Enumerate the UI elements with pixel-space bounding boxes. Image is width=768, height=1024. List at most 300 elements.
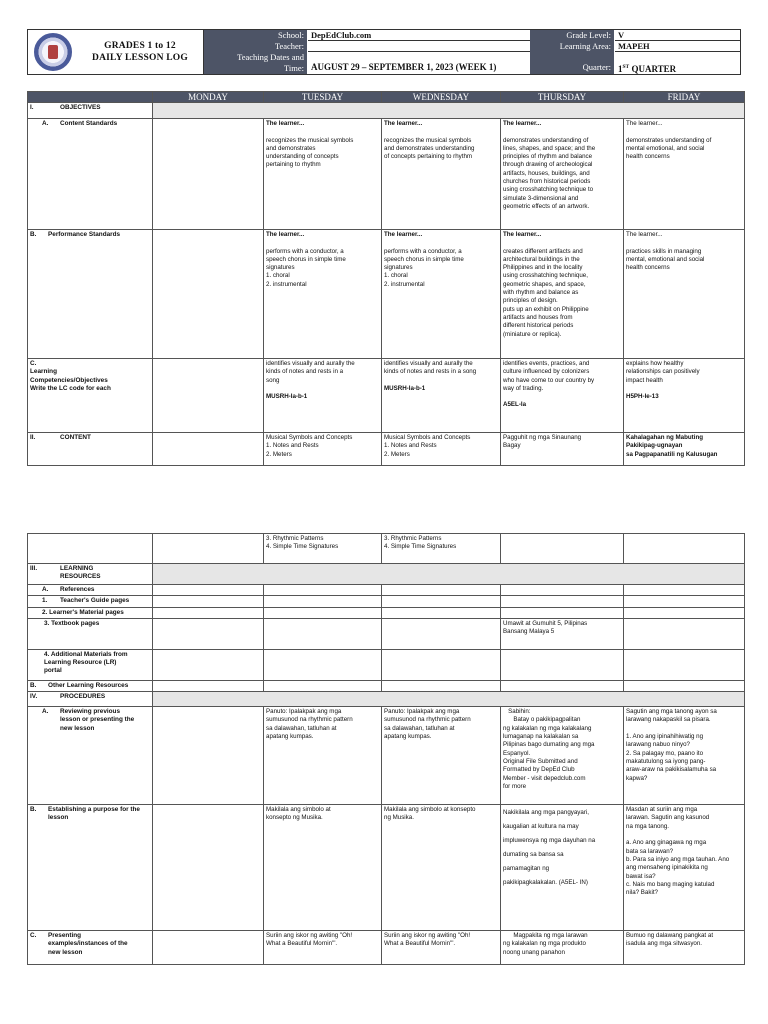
content-standards-thursday-line: using crosshatching technique to <box>503 186 594 194</box>
performance-standards-wednesday-line: 2. instrumental <box>384 280 425 288</box>
presenting-text <box>48 932 128 957</box>
days-header-row <box>28 92 745 103</box>
additional-materials-row <box>28 649 745 680</box>
learners-material-monday <box>153 607 264 618</box>
content-standards-friday-line: The learner... <box>626 120 663 127</box>
day-monday: MONDAY <box>153 92 264 103</box>
school-label: School: <box>204 30 307 41</box>
continued-wednesday-line: 3. Rhythmic Patterns <box>384 535 442 542</box>
reviewing-friday-line: kapwa? <box>626 774 648 782</box>
performance-standards-text: Performance Standards <box>48 231 121 238</box>
label-line: Reviewing previous <box>60 708 121 716</box>
performance-standards-tuesday-line: signatures <box>266 264 295 272</box>
page-1 <box>0 0 768 475</box>
content-tuesday <box>264 433 382 466</box>
additional-thursday <box>501 649 624 680</box>
establishing-tuesday <box>264 805 382 931</box>
performance-standards-thursday-line: different historical periods <box>503 322 574 330</box>
area-value: MAPEH <box>615 41 740 52</box>
objectives-num: I. <box>30 104 34 111</box>
reviewing-thursday-line: for more <box>503 782 527 790</box>
quarter-value <box>615 60 740 74</box>
reviewing-friday-line: makatutulong sa iyong pang- <box>626 757 706 765</box>
label-line: new lesson <box>48 948 83 956</box>
content-standards-friday-line <box>626 128 742 136</box>
procedures-span <box>153 692 745 707</box>
additional-wednesday <box>382 649 501 680</box>
content-standards-friday-line: health concerns <box>626 153 670 161</box>
competencies-num: C. <box>30 360 37 367</box>
dll-table-page-1 <box>27 91 745 466</box>
procedures-text: PROCEDURES <box>60 693 106 701</box>
reviewing-thursday <box>501 707 624 805</box>
content-tuesday-line: 1. Notes and Rests <box>266 442 319 450</box>
competencies-tuesday <box>264 359 382 433</box>
performance-standards-friday <box>624 230 745 359</box>
performance-standards-monday <box>153 230 264 359</box>
content-standards-thursday-line <box>503 128 621 136</box>
establishing-wednesday-line: ng Musika. <box>384 814 414 822</box>
objectives-text: OBJECTIVES <box>60 104 101 111</box>
reviewing-friday-line: 1. Ano ang ipinahihiwatig ng <box>626 733 704 741</box>
competencies-thursday-line: A5EL-Ia <box>503 401 527 409</box>
reviewing-thursday-line: ng kalakalan ng mga kalakalang <box>503 724 592 732</box>
competencies-wednesday-line: identifies visually and aurally the <box>384 360 473 367</box>
presenting-friday-line: Bumuo ng dalawang pangkat at <box>626 932 714 940</box>
references-num: A. <box>42 586 49 593</box>
dates-label-line-1: Teaching Dates and <box>237 52 304 62</box>
textbook-label <box>28 618 153 649</box>
reviewing-friday-line: araw-araw na pakikisalamuha sa <box>626 766 717 774</box>
procedures-row <box>28 692 745 707</box>
dates-label <box>204 52 307 74</box>
content-standards-thursday-line: churches from historical periods <box>503 178 591 186</box>
content-standards-tuesday-line: The learner... <box>266 120 305 127</box>
references-thursday <box>501 585 624 596</box>
continued-tuesday <box>264 534 382 564</box>
performance-standards-num: B. <box>30 231 37 238</box>
performance-standards-wednesday-line: speech chorus in simple time <box>384 255 464 263</box>
content-standards-text: Content Standards <box>60 120 118 127</box>
content-standards-tuesday-line: pertaining to rhythm <box>266 161 321 169</box>
performance-standards-thursday-line: using crosshatching technique, <box>503 272 588 280</box>
references-row <box>28 585 745 596</box>
content-row <box>28 433 745 466</box>
establishing-friday-line: na mga tanong. <box>626 822 670 830</box>
continued-wednesday <box>382 534 501 564</box>
other-tuesday <box>264 680 382 691</box>
competencies-friday-line: relationships can positively <box>626 368 700 376</box>
performance-standards-tuesday <box>264 230 382 359</box>
additional-friday <box>624 649 745 680</box>
content-friday-line: Kahalagahan ng Mabuting <box>626 434 704 441</box>
content-monday <box>153 433 264 466</box>
textbook-monday <box>153 618 264 649</box>
content-friday <box>624 433 745 466</box>
performance-standards-label <box>28 230 153 359</box>
competencies-thursday-line: way of trading. <box>503 384 544 392</box>
grade-value: V <box>615 30 740 41</box>
competencies-wednesday <box>382 359 501 433</box>
learners-material-tuesday <box>264 607 382 618</box>
competencies-wednesday-line: MUSRH-Ia-b-1 <box>384 384 426 392</box>
performance-standards-wednesday-line: The learner... <box>384 231 423 238</box>
reviewing-wednesday-line: sumusunod na rhythmic pattern <box>384 716 471 724</box>
content-standards-thursday-line: The learner... <box>503 120 542 127</box>
competencies-thursday-line: identifies events, practices, and <box>503 360 590 367</box>
learners-material-thursday <box>501 607 624 618</box>
other-monday <box>153 680 264 691</box>
content-standards-thursday-line: geometric effects of an artwork. <box>503 202 590 210</box>
content-standards-monday <box>153 119 264 230</box>
content-standards-row <box>28 119 745 230</box>
content-standards-tuesday-line <box>266 128 379 136</box>
reviewing-wednesday <box>382 707 501 805</box>
establishing-tuesday-line: Makilala ang simbolo at <box>266 806 331 814</box>
competencies-row <box>28 359 745 433</box>
reviewing-friday-line: larawang nakapaskil sa pisara. <box>626 716 711 724</box>
label-line: lesson or presenting the <box>60 716 135 724</box>
label-line: lesson <box>48 814 69 822</box>
performance-standards-wednesday-line: performs with a conductor, a <box>384 247 462 255</box>
competencies-friday-line: H5PH-Ie-13 <box>626 393 659 401</box>
teachers-guide-wednesday <box>382 596 501 607</box>
performance-standards-thursday-line: creates different artifacts and <box>503 247 583 255</box>
competencies-friday <box>624 359 745 433</box>
teachers-guide-thursday <box>501 596 624 607</box>
continued-wednesday-line: 4. Simple Time Signatures <box>384 543 457 551</box>
objectives-span <box>153 103 745 119</box>
presenting-tuesday-line: Suriin ang iskor ng awiting "Oh! <box>266 932 353 940</box>
learning-resources-row <box>28 564 745 585</box>
label-line: Presenting <box>48 932 82 940</box>
performance-standards-tuesday-line: 1. choral <box>266 272 290 280</box>
presenting-num: C. <box>30 932 37 940</box>
performance-standards-friday-line: health concerns <box>626 264 670 272</box>
competencies-tuesday-line: kinds of notes and rests in a <box>266 368 344 376</box>
reviewing-tuesday-line: Panuto: Ipalakpak ang mga <box>266 708 342 716</box>
performance-standards-thursday-line: artifacts and houses from <box>503 313 573 321</box>
reviewing-thursday-line: Pilipinas bago dumating ang mga <box>503 741 595 749</box>
continued-monday <box>153 534 264 564</box>
establishing-friday-line: a. Ano ang ginagawa ng mga <box>626 839 707 847</box>
title-box <box>28 30 204 74</box>
presenting-wednesday-line: What a Beautiful Mornin'". <box>384 940 456 948</box>
competencies-thursday <box>501 359 624 433</box>
presenting-row <box>28 931 745 965</box>
textbook-text: 3. Textbook pages <box>44 619 100 627</box>
blank-header <box>28 92 153 103</box>
teachers-guide-friday <box>624 596 745 607</box>
competencies-friday-line: explains how healthy <box>626 360 684 367</box>
establishing-thursday-line: pakikipagkalakalan. (A5EL- IN) <box>503 879 588 887</box>
presenting-thursday-line: Magpakita ng mga larawan <box>503 932 588 940</box>
performance-standards-thursday-line: Philippines and in the locality <box>503 264 583 272</box>
performance-standards-thursday-line: principles of design. <box>503 297 558 305</box>
quarter-suffix: ST <box>622 64 630 70</box>
reviewing-friday <box>624 707 745 805</box>
competencies-label <box>28 359 153 433</box>
reviewing-friday-line: 2. Sa palagay mo, paano ito <box>626 749 704 757</box>
establishing-text <box>48 806 140 823</box>
learners-material-row <box>28 607 745 618</box>
competencies-thursday-line: culture influenced by colonizers <box>503 368 590 376</box>
content-standards-thursday-line: simulate 3-dimensional and <box>503 194 579 202</box>
content-standards-tuesday-line: recognizes the musical symbols <box>266 136 354 144</box>
content-standards-wednesday-line <box>384 128 498 136</box>
performance-standards-wednesday-line: signatures <box>384 264 413 272</box>
other-wednesday <box>382 680 501 691</box>
content-standards-friday <box>624 119 745 230</box>
additional-monday <box>153 649 264 680</box>
teachers-guide-label <box>28 596 153 607</box>
label-line: Learning Resource (LR) <box>44 659 117 667</box>
quarter-word: QUARTER <box>631 64 677 74</box>
learners-material-wednesday <box>382 607 501 618</box>
establishing-tuesday-line: konsepto ng Musika. <box>266 814 323 822</box>
continued-friday <box>624 534 745 564</box>
performance-standards-friday-line: The learner... <box>626 231 663 238</box>
teachers-guide-tuesday <box>264 596 382 607</box>
establishing-monday <box>153 805 264 931</box>
label-line: portal <box>44 667 62 675</box>
establishing-num: B. <box>30 806 37 814</box>
reviewing-num: A. <box>42 708 49 716</box>
content-standards-thursday-line: through drawing of archeological <box>503 161 593 169</box>
presenting-friday-line: isadula ang mga sitwasyon. <box>626 940 703 948</box>
content-thursday <box>501 433 624 466</box>
other-thursday <box>501 680 624 691</box>
content-text: CONTENT <box>60 434 91 441</box>
presenting-wednesday-line: Suriin ang iskor ng awiting "Oh! <box>384 932 471 940</box>
references-monday <box>153 585 264 596</box>
dates-label-line-2: Time: <box>283 63 304 73</box>
content-wednesday-line: 2. Meters <box>384 450 410 458</box>
procedures-label <box>28 692 153 707</box>
reviewing-friday-line: Sagutin ang mga tanong ayon sa <box>626 708 717 716</box>
competencies-thursday-line <box>503 393 621 401</box>
competencies-monday <box>153 359 264 433</box>
competencies-tuesday-line: song <box>266 376 280 384</box>
presenting-monday <box>153 931 264 965</box>
performance-standards-thursday <box>501 230 624 359</box>
references-label <box>28 585 153 596</box>
content-wednesday <box>382 433 501 466</box>
other-resources-label <box>28 680 153 691</box>
establishing-wednesday-line: Makilala ang simbolo at konsepto <box>384 806 476 814</box>
procedures-num: IV. <box>30 693 38 701</box>
performance-standards-tuesday-line: performs with a conductor, a <box>266 247 344 255</box>
establishing-thursday-line: kaugalian at kultura na may <box>503 823 579 831</box>
content-label <box>28 433 153 466</box>
content-tuesday-line: Musical Symbols and Concepts <box>266 434 353 441</box>
performance-standards-thursday-line: geometric shapes, and space, <box>503 280 586 288</box>
performance-standards-friday-line: mental, emotional and social <box>626 255 705 263</box>
competencies-thursday-line: who have come to our country by <box>503 376 595 384</box>
content-standards-wednesday-line: recognizes the musical symbols <box>384 136 472 144</box>
label-line: Competencies/Objectives <box>30 376 108 384</box>
area-label: Learning Area: <box>530 41 614 52</box>
competencies-friday-line: impact health <box>626 376 663 384</box>
label-line: new lesson <box>60 724 95 732</box>
quarter-label: Quarter: <box>530 52 614 74</box>
competencies-tuesday-line: MUSRH-Ia-b-1 <box>266 393 308 401</box>
learning-resources-label <box>28 564 153 585</box>
establishing-friday-line <box>626 831 742 839</box>
reviewing-friday-line <box>626 725 742 733</box>
reviewing-thursday-line: Original File Submitted and <box>503 757 578 765</box>
presenting-label <box>28 931 153 965</box>
content-tuesday-line: 2. Meters <box>266 450 292 458</box>
reviewing-tuesday-line: sumusunod na rhythmic pattern <box>266 716 353 724</box>
content-standards-friday-line: demonstrates understanding of <box>626 136 712 144</box>
content-standards-thursday-line: principles of rhythm and balance <box>503 153 593 161</box>
reviewing-thursday-line: Espanyol. <box>503 749 531 757</box>
performance-standards-tuesday-line: speech chorus in simple time <box>266 255 346 263</box>
learners-material-text: 2. Learner's Material pages <box>42 608 124 616</box>
competencies-text <box>30 368 150 393</box>
dates-value: AUGUST 29 – SEPTEMBER 1, 2023 (WEEK 1) <box>311 62 497 72</box>
label-line: 4. Additional Materials from <box>44 650 128 658</box>
competencies-wednesday-line: kinds of notes and rests in a song <box>384 368 477 376</box>
establishing-thursday-line: impluwensya ng mga dayuhan na <box>503 837 596 845</box>
references-tuesday <box>264 585 382 596</box>
establishing-row <box>28 805 745 931</box>
textbook-row <box>28 618 745 649</box>
performance-standards-thursday-line: The learner... <box>503 231 542 238</box>
teachers-guide-row <box>28 596 745 607</box>
textbook-wednesday <box>382 618 501 649</box>
additional-materials-text <box>30 651 150 676</box>
content-standards-thursday-line: lines, shapes, and space; and the <box>503 144 596 152</box>
presenting-tuesday <box>264 931 382 965</box>
establishing-thursday-line: Nakikilala ang mga pangyayari, <box>503 809 589 817</box>
textbook-friday <box>624 618 745 649</box>
day-friday: FRIDAY <box>624 92 745 103</box>
performance-standards-thursday-line: with rhythm and balance as <box>503 289 579 297</box>
label-line: RESOURCES <box>60 573 101 581</box>
teacher-value <box>308 41 530 52</box>
reviewing-friday-line: larawang nabuo ninyo? <box>626 741 690 749</box>
competencies-wednesday-line <box>384 377 498 385</box>
continued-label <box>28 534 153 564</box>
other-friday <box>624 680 745 691</box>
reviewing-wednesday-line: sa dalawahan, tatluhan at <box>384 724 455 732</box>
establishing-thursday-line: pamamagitan ng <box>503 865 550 873</box>
performance-standards-wednesday-line: 1. choral <box>384 272 408 280</box>
reviewing-text <box>60 708 134 733</box>
deped-seal-icon <box>34 33 72 71</box>
teacher-label: Teacher: <box>204 41 307 52</box>
reviewing-thursday-line: Batay o pakikipagpalitan <box>503 716 581 724</box>
performance-standards-friday-line: practices skills in managing <box>626 247 702 255</box>
presenting-wednesday <box>382 931 501 965</box>
learning-resources-span <box>153 564 745 585</box>
performance-standards-friday-line <box>626 239 742 247</box>
performance-standards-wednesday-line <box>384 239 498 247</box>
textbook-thursday-line: Umawit at Gumuhit 5, Pilipinas <box>503 619 588 627</box>
content-standards-label <box>28 119 153 230</box>
teachers-guide-num: 1. <box>42 597 48 605</box>
other-resources-row <box>28 680 745 691</box>
content-friday-line: sa Pagpapanatili ng Kalusugan <box>626 450 718 458</box>
content-standards-wednesday-line: The learner... <box>384 120 423 127</box>
label-line: examples/instances of the <box>48 940 128 948</box>
reviewing-tuesday-line: sa dalawahan, tatluhan at <box>266 724 337 732</box>
content-standards-thursday <box>501 119 624 230</box>
performance-standards-thursday-line: puts up an exhibit on Philippine <box>503 305 589 313</box>
establishing-thursday <box>501 805 624 931</box>
day-wednesday: WEDNESDAY <box>382 92 501 103</box>
title-line-2: DAILY LESSON LOG <box>92 53 188 63</box>
learning-resources-text <box>48 565 100 582</box>
day-tuesday: TUESDAY <box>264 92 382 103</box>
content-standards-wednesday-line: and demonstrates understanding <box>384 144 475 152</box>
content-thursday-line: Pagguhit ng mga Sinaunang <box>503 434 582 441</box>
content-standards-tuesday <box>264 119 382 230</box>
objectives-label <box>28 103 153 119</box>
reviewing-wednesday-line: Panuto: Ipalakpak ang mga <box>384 708 460 716</box>
reviewing-monday <box>153 707 264 805</box>
content-continued-row <box>28 534 745 564</box>
reviewing-wednesday-line: apatang kumpas. <box>384 733 432 741</box>
learning-resources-num: III. <box>30 565 38 572</box>
competencies-friday-line <box>626 385 742 393</box>
references-wednesday <box>382 585 501 596</box>
additional-tuesday <box>264 649 382 680</box>
establishing-thursday-line: dumating sa bansa sa <box>503 851 564 859</box>
reviewing-tuesday <box>264 707 382 805</box>
textbook-thursday <box>501 618 624 649</box>
presenting-thursday <box>501 931 624 965</box>
content-standards-thursday-line: artifacts, houses, buildings, and <box>503 169 590 177</box>
quarter-number: 1 <box>618 64 623 74</box>
establishing-friday-line: nila? Bakit? <box>626 889 658 897</box>
content-standards-wednesday <box>382 119 501 230</box>
reviewing-tuesday-line: apatang kumpas. <box>266 733 314 741</box>
establishing-friday-line: ang mensaheng ipinakikita ng <box>626 864 708 872</box>
log-title <box>78 40 202 64</box>
content-standards-friday-line: mental emotional, and social <box>626 144 705 152</box>
establishing-friday-line: larawan. Sagutin ang kasunod <box>626 814 710 822</box>
establishing-label <box>28 805 153 931</box>
reviewing-thursday-line: lumaganap na kalakalan sa <box>503 733 579 741</box>
performance-standards-tuesday-line: 2. instrumental <box>266 280 307 288</box>
competencies-tuesday-line <box>266 385 379 393</box>
continued-thursday <box>501 534 624 564</box>
presenting-thursday-line: noong unang panahon <box>503 948 565 956</box>
content-standards-tuesday-line: and demonstrates <box>266 144 316 152</box>
content-standards-num: A. <box>42 120 49 127</box>
textbook-thursday-line: Bansang Malaya 5 <box>503 628 555 636</box>
label-line: Learning <box>30 368 57 376</box>
content-standards-thursday-line: demonstrates understanding of <box>503 136 589 144</box>
page-2 <box>0 500 768 1024</box>
performance-standards-row <box>28 230 745 359</box>
reviewing-row <box>28 707 745 805</box>
reviewing-thursday-line: Formatted by DepEd Club <box>503 766 575 774</box>
label-line: Establishing a purpose for the <box>48 806 140 814</box>
reviewing-thursday-line: Sabihin: <box>503 708 531 716</box>
school-value: DepEdClub.com <box>308 30 530 41</box>
objectives-row <box>28 103 745 119</box>
performance-standards-thursday-line <box>503 239 621 247</box>
additional-materials-label <box>28 649 153 680</box>
references-text: References <box>60 586 95 593</box>
performance-standards-thursday-line: (miniature or replica). <box>503 330 562 338</box>
content-standards-wednesday-line: of concepts pertaining to rhythm <box>384 153 473 161</box>
reviewing-label <box>28 707 153 805</box>
